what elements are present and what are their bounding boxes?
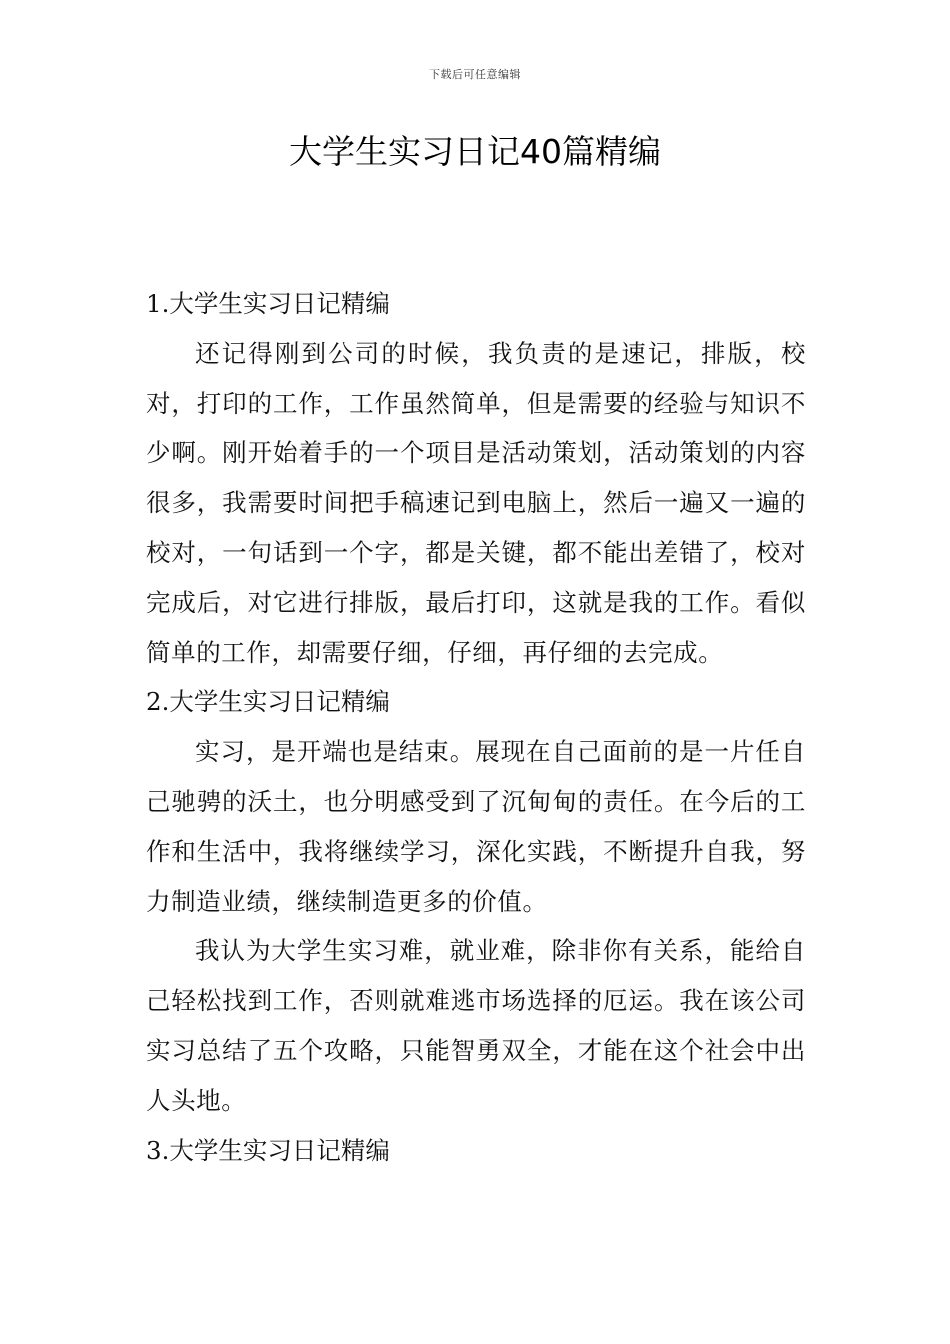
entry-paragraph: 我认为大学生实习难，就业难，除非你有关系，能给自己轻松找到工作，否则就难逃市场选择的厄运。我在该公司实习总结了五个攻略，只能智勇双全，才能在这个社会中出人头地。 — [146, 936, 806, 1115]
document-title: 大学生实习日记40篇精编 — [289, 132, 661, 171]
entry-heading: 1.大学生实习日记精编 — [146, 289, 390, 318]
entry-heading: 2.大学生实习日记精编 — [146, 687, 390, 717]
document-body — [146, 279, 806, 1175]
entry-paragraph: 实习，是开端也是结束。展现在自己面前的是一片任自己驰骋的沃土，也分明感受到了沉甸甸的责任。在今后的工作和生活中，我将继续学习，深化实践，不断提升自我，努力制造业绩，继续制造更多的价值。 — [146, 737, 806, 916]
header-note: 下载后可任意编辑 — [429, 68, 521, 81]
entry-heading: 3.大学生实习日记精编 — [146, 1135, 390, 1165]
entry-paragraph: 还记得刚到公司的时候，我负责的是速记，排版，校对，打印的工作，工作虽然简单，但是需要的经验与知识不少啊。刚开始着手的一个项目是活动策划，活动策划的内容很多，我需要时间把手稿速记到电脑上，然后一遍又一遍的校对，一句话到一个字，都是关键，都不能出差错了，校对完成后，对它进行排版，最后打印，这就是我的工作。看似简单的工作，却需要仔细，仔细，再仔细的去完成。 — [146, 338, 806, 667]
